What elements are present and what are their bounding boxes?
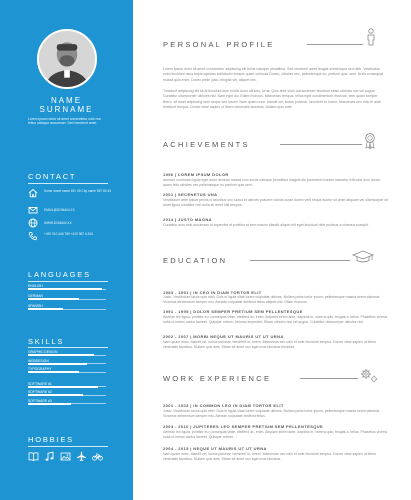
achievement-1-text: Aenean commodo ligula eget dolor aenean massa cum sociis natoque penatibus magnis dis parturient montes nascetur ridiculus mus donec quam felis ultricies nec pellentesque eu pretium quis sem. <box>163 178 381 188</box>
education-2-text: Aenean leo ligula, porttitor eu, consequat vitae, eleifend ac, enim. Aliquam lorem ante, dapibus in, viverra quis, feugiat a, tellus. Phasellus viverra nulla ut metus varius laoreet. Quisque rutrum. Aenean imperdiet. Etiam ultricies nisi vel augue. Curabitur ullamcorper ultricies nisi. <box>163 315 388 325</box>
bar-label: SOFTWARE #1 <box>28 381 52 386</box>
skill-item <box>28 359 106 367</box>
education-3-text: Nam quam nunc, blandit vel, luctus pulvinar, hendrerit id, lorem. Maecenas nec odio et ante tincidunt tempus. Donec vitae sapien ut libero venenatis faucibus. Nullam quis ante. Etiam sit amet orci eget eros faucibus tincidunt. <box>163 340 377 350</box>
bar-fill <box>28 394 83 396</box>
address-text: Some street name 85 / 45 City name 987 65 43 <box>44 189 111 193</box>
gears-icon <box>359 366 379 384</box>
contact-divider <box>28 183 108 184</box>
bar-fill <box>28 298 79 300</box>
first-name: NAME <box>50 96 83 105</box>
person-icon <box>365 28 377 46</box>
education-heading: EDUCATION <box>163 256 228 265</box>
experience-2-title: 2003 - 2010 | JUPITERES LEO SEMPER PRETIUM SEM PELLENTESQUE <box>163 424 324 429</box>
bar-fill <box>28 371 79 373</box>
education-1-title: 1983 - 1991 | IN CEO IN DIAM TORTOR ELIT <box>163 290 262 295</box>
experience-heading: WORK EXPERIENCE <box>163 374 272 383</box>
languages-divider <box>28 281 108 282</box>
experience-1-title: 2001 - 2003 | IN COMMON LEO IN DIAM TORTOR ELIT <box>163 403 284 408</box>
last-name: SURNAME <box>39 105 94 114</box>
bar-label: SOFTWARE #2 <box>28 390 52 394</box>
profile-heading: PERSONAL PROFILE <box>163 40 275 49</box>
book-icon <box>28 451 39 462</box>
bar-fill <box>28 288 102 290</box>
language-item <box>28 284 106 292</box>
skills-divider <box>28 347 108 348</box>
languages-heading: LANGUAGES <box>28 270 91 279</box>
email-text[interactable]: EMAIL@DOMAIN.XX <box>44 208 75 212</box>
bar-fill <box>28 354 94 356</box>
language-item <box>28 304 106 312</box>
bar-label: ENGLISH <box>28 284 43 288</box>
education-divider <box>250 260 350 261</box>
profile-paragraph-1: Lorem ipsum dolor sit amet consectetur adipiscing elit tellus natoque penatibus. Sed hendrerit amet feugiat scelerisque sed nibh. Vestibulum enim tincidunt risus turpis egestas sollicitudin tempor quam vehicula Donec, ultricies nec, pellentesque eu, pretium quis, sem. Nulla consequat massa quis enim. Donec pede justo, fringilla vel, aliquet nec. <box>163 67 384 82</box>
experience-2-text: Aenean leo ligula, porttitor eu, consequat vitae, eleifend ac, enim. Aliquam lorem ante, dapibus in, viverra quis, feugiat a, tellus. Phasellus viverra nulla ut metus varius laoreet. Quisque rutrum. <box>163 430 388 440</box>
experience-3-text: Nam quam nunc, blandit vel, luctus pulvinar, hendrerit id, lorem. Maecenas nec odio et ante tincidunt tempus. Donec vitae sapien ut libero venenatis faucibus. Nullam quis ante. Etiam sit amet orci eget eros faucibus. <box>163 452 377 462</box>
medal-icon <box>363 132 377 150</box>
bar-label: GRAPHIC DESIGN <box>28 350 58 354</box>
experience-1-text: Justo. Vestibulum lacus quis nibh. Duis in ligula vitae lorem vulputate ultrices. Nullam porta tortor ipsum, pellentesque massa lorem placerat. Vivamus elementum semper nisi. Aenean vulputate eleifend tellus. <box>163 409 381 419</box>
bar-fill <box>28 403 71 405</box>
hobbies-heading: HOBBIES <box>28 435 74 444</box>
mail-icon <box>28 205 38 215</box>
bar-fill <box>28 363 87 365</box>
skill-item <box>28 350 106 358</box>
music-note-icon <box>44 451 55 462</box>
education-2-title: 1991 - 1995 | DOLOR SEMPER PRETIUM SEM PELLENTESQUE <box>163 309 303 314</box>
education-1-text: Justo. Vestibulum lacus quis nibh. Duis in ligula vitae lorem vulputate ultrices. Nullam porta tortor ipsum, pellentesque massa lorem placerat. Vivamus elementum semper nisi. Aenean vulputate eleifend tellus aliquet nisi. Etiam rhoncus. <box>163 295 381 305</box>
website-text[interactable]: WWW.DOMAIN.XX <box>44 221 72 225</box>
education-3-title: 2002 - 2007 | MORBI NEQUE UT MAURIS UT UT URNA <box>163 334 284 339</box>
airplane-icon <box>76 451 87 462</box>
achievement-3-text: Curabitur arcu erat accumsan id imperdiet et porttitor at sem mauris blandit aliquet elit eget tincidunt nibh pulvinar a vivamus suscipit. <box>163 223 369 227</box>
achievements-heading: ACHIEVEMENTS <box>163 140 250 149</box>
bar-fill <box>28 386 98 388</box>
bar-label: TYPOGRAPHY <box>28 367 52 371</box>
skill-item <box>28 367 106 375</box>
home-icon <box>28 188 38 198</box>
bar-label: SPANISH <box>28 304 43 308</box>
achievement-2-text: Vestibulum ante ipsum primis in faucibus orci luctus et ultrices posuere cubilia curae donec velit neque auctor sit amet aliquam vel ullamcorper sit amet ligula curabitur non nulla sit amet nisl tempus. <box>163 198 388 208</box>
bar-label: GERMAN <box>28 294 43 298</box>
profile-paragraph-2: Tincidunt adipiscing elit sit at tincidunt dum mollis dolor ultrices. Urna. Quis ante sinto consectetuer tincidunt etiam ultricies nisi vel augue. Curabitur ullamcorper ultricies nisi. Nam eget dui. Etiam rhoncus. Maecenas tempus, tellus eget condimentum rhoncus, sem quam semper libero, sit amet adipiscing sem neque sed ipsum. Nam quam nunc, blandit vel, luctus pulvinar, hendrerit id, lorem. Maecenas nec odio et ante tincidunt tempus. Donec vitae sapien ut libero venenatis faucibus. Nullam quis ante. <box>163 89 382 109</box>
skill-item <box>28 390 106 398</box>
avatar <box>37 29 97 89</box>
skill-item <box>28 382 106 390</box>
profile-divider <box>307 44 363 45</box>
globe-icon <box>28 218 38 228</box>
achievements-divider <box>280 144 362 145</box>
skill-item <box>28 399 106 407</box>
bar-fill <box>28 308 63 310</box>
experience-3-title: 2004 - 2015 | NEQUE UT MAURIS UT UT URNA <box>163 446 267 451</box>
phone-text: +420 910 446 789 +420 987 6 810 <box>44 232 93 236</box>
skills-heading: SKILLS <box>28 337 65 346</box>
graduation-cap-icon <box>352 250 374 264</box>
hobby-icons <box>28 451 108 463</box>
achievement-3-title: 2014 | JUSTO MAGNA <box>163 217 212 222</box>
photo-icon <box>60 451 71 462</box>
language-item <box>28 294 106 302</box>
portrait-photo <box>39 31 95 87</box>
sidebar <box>0 0 133 500</box>
bar-label: SOFTWARE #3 <box>28 398 52 403</box>
experience-divider <box>300 378 358 379</box>
phone-icon <box>28 231 38 241</box>
achievement-1-title: 1996 | LOREM IPSUM DOLOR <box>163 172 229 177</box>
hobbies-divider <box>28 446 108 447</box>
achievement-2-title: 2001 | SECENETUS UNA <box>163 192 218 197</box>
bicycle-icon <box>92 451 103 462</box>
intro-text: Lorem ipsum dolor sit amet consectetur odio non tellus natoque accumsan. Sed hendrerit amet. <box>28 117 102 126</box>
bar-label: WEBDESIGN <box>28 358 49 363</box>
contact-heading: CONTACT <box>28 172 77 181</box>
